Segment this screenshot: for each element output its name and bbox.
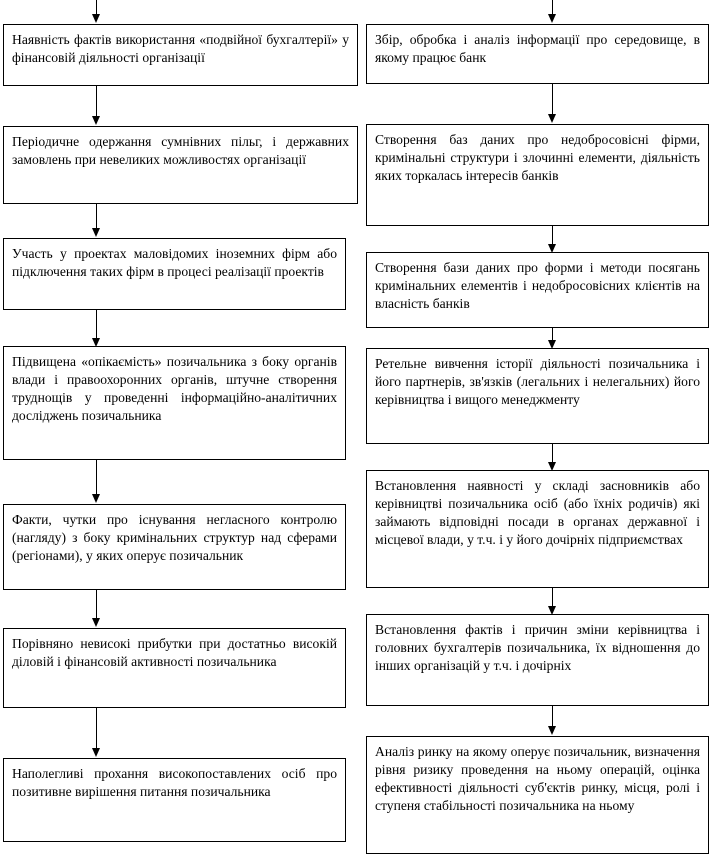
left-box-4: Підвищена «опікаємість» позичальника з боку органів влади і правоохоронних органів, штучне створення труднощів у проведенні інформаційно-аналітичних досліджень позичальника xyxy=(3,346,346,460)
left-box-3: Участь у проектах маловідомих іноземних фірм або підключення таких фірм в процесі реалізації проектів xyxy=(3,238,346,310)
right-box-4: Ретельне вивчення історії діяльності позичальника і його партнерів, зв'язків (легальних і нелегальних) його керівництва і вищого менеджменту xyxy=(366,348,709,444)
right-box-2: Створення баз даних про недобросовісні фірми, кримінальні структури і злочинні елементи, діяльність яких торкалась інтересів банків xyxy=(366,124,709,226)
left-box-7: Наполегливі прохання високопоставлених осіб про позитивне вирішення питання позичальника xyxy=(3,758,346,842)
right-box-6: Встановлення фактів і причин зміни керівництва і головних бухгалтерів позичальника, їх відношення до інших організацій у т.ч. і дочірніх xyxy=(366,614,709,706)
left-box-6: Порівняно невисокі прибутки при достатньо високій діловій і фінансовій активності позичальника xyxy=(3,628,346,708)
right-box-1: Збір, обробка і аналіз інформації про середовище, в якому працює банк xyxy=(366,24,709,84)
right-box-5: Встановлення наявності у складі засновників або керівництві позичальника осіб (або їхніх родичів) які займають відповідні посади в органах державної і місцевої влади, у т.ч. і у його дочірніх підприємствах xyxy=(366,470,709,588)
left-box-5: Факти, чутки про існування негласного контролю (нагляду) з боку кримінальних структур над сферами (регіонами), у яких оперує позичальник xyxy=(3,504,346,590)
right-box-3: Створення бази даних про форми і методи посягань кримінальних елементів і недобросовісних клієнтів на власність банків xyxy=(366,252,709,328)
left-box-2: Періодичне одержання сумнівних пільг, і державних замовлень при невеликих можливостях організації xyxy=(3,126,358,204)
left-box-1: Наявність фактів використання «подвійної бухгалтерії» у фінансовій діяльності організації xyxy=(3,24,358,86)
right-box-7: Аналіз ринку на якому оперує позичальник, визначення рівня ризику проведення на ньому операцій, оцінка ефективності діяльності суб'єктів ринку, місця, ролі і ступеня стабільності позичальника на ньому xyxy=(366,736,709,854)
